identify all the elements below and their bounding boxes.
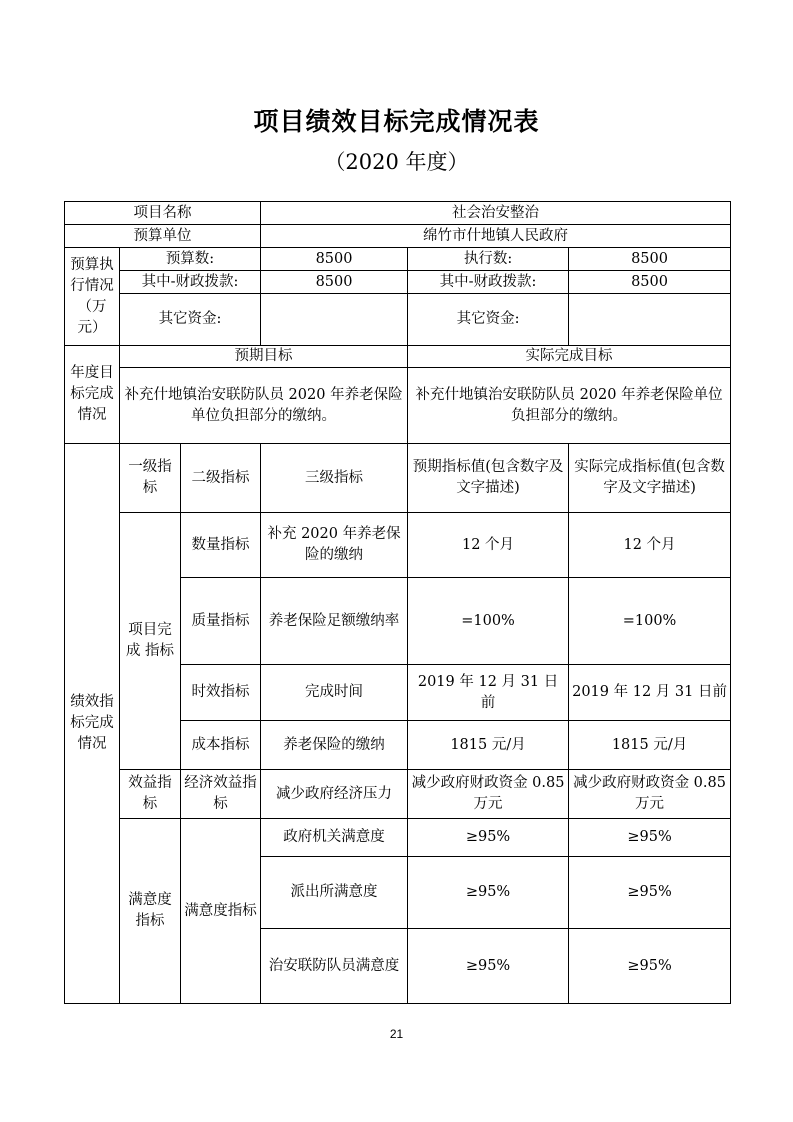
col-level2-header: 二级指标 <box>181 444 261 513</box>
actual-value-cell: ≥95% <box>569 929 731 1004</box>
annual-target-label: 年度目标完成情况 <box>65 346 120 444</box>
perf-label: 绩效指标完成情况 <box>65 444 120 1004</box>
level2-cell: 时效指标 <box>181 665 261 721</box>
benefit-level2: 经济效益指标 <box>181 770 261 819</box>
benefit-expected: 减少政府财政资金 0.85 万元 <box>408 770 569 819</box>
other-funds-label-2: 其它资金: <box>408 294 569 346</box>
actual-value-cell: ≥95% <box>569 857 731 929</box>
expected-value-cell: ≥95% <box>408 857 569 929</box>
budget-amount-value: 8500 <box>261 248 408 271</box>
indicator-header-row <box>65 444 731 513</box>
annual-target-header-row <box>65 346 731 368</box>
col-level1-header: 一级指标 <box>120 444 181 513</box>
actual-target-header: 实际完成目标 <box>408 346 731 368</box>
budget-unit-label: 预算单位 <box>65 225 261 248</box>
expected-value-cell: 12 个月 <box>408 513 569 578</box>
exec-amount-label: 执行数: <box>408 248 569 271</box>
other-funds-label-1: 其它资金: <box>120 294 261 346</box>
project-name-label: 项目名称 <box>65 202 261 225</box>
actual-value-cell: 1815 元/月 <box>569 721 731 770</box>
col-expected-value-header: 预期指标值(包含数字及文字描述) <box>408 444 569 513</box>
benefit-level1: 效益指标 <box>120 770 181 819</box>
other-funds-row <box>65 294 731 346</box>
other-funds-value-1 <box>261 294 408 346</box>
budget-exec-label: 预算执行情况（万元） <box>65 248 120 346</box>
fiscal-value-1: 8500 <box>261 271 408 294</box>
project-name-value: 社会治安整治 <box>261 202 731 225</box>
level3-cell: 治安联防队员满意度 <box>261 929 408 1004</box>
satisfaction-level2: 满意度指标 <box>181 819 261 1004</box>
level3-cell: 补充 2020 年养老保险的缴纳 <box>261 513 408 578</box>
annual-target-text-row <box>65 368 731 444</box>
page-number: 21 <box>389 1027 404 1041</box>
level3-cell: 政府机关满意度 <box>261 819 408 857</box>
expected-value-cell: ≥95% <box>408 929 569 1004</box>
budget-amount-row <box>65 248 731 271</box>
level2-cell: 质量指标 <box>181 578 261 665</box>
level2-cell: 数量指标 <box>181 513 261 578</box>
project-name-row <box>65 202 731 225</box>
level3-cell: 养老保险足额缴纳率 <box>261 578 408 665</box>
col-level3-header: 三级指标 <box>261 444 408 513</box>
expected-value-cell: 1815 元/月 <box>408 721 569 770</box>
expected-target-text: 补充什地镇治安联防队员 2020 年养老保险单位负担部分的缴纳。 <box>120 368 408 444</box>
expected-value-cell: =100% <box>408 578 569 665</box>
fiscal-value-2: 8500 <box>569 271 731 294</box>
level3-cell: 完成时间 <box>261 665 408 721</box>
exec-amount-value: 8500 <box>569 248 731 271</box>
satisfaction-level1: 满意度指标 <box>120 819 181 1004</box>
actual-value-cell: =100% <box>569 578 731 665</box>
fiscal-label-1: 其中-财政拨款: <box>120 271 261 294</box>
output-group-label: 项目完成 指标 <box>120 513 181 770</box>
page-title: 项目绩效目标完成情况表 <box>253 107 540 136</box>
fiscal-label-2: 其中-财政拨款: <box>408 271 569 294</box>
page-subtitle: （2020 年度） <box>324 150 469 174</box>
benefit-level3: 减少政府经济压力 <box>261 770 408 819</box>
benefit-actual: 减少政府财政资金 0.85 万元 <box>569 770 731 819</box>
actual-value-cell: ≥95% <box>569 819 731 857</box>
performance-table <box>64 201 731 1004</box>
budget-amount-label: 预算数: <box>120 248 261 271</box>
table-row <box>65 513 731 578</box>
budget-unit-value: 绵竹市什地镇人民政府 <box>261 225 731 248</box>
satisfaction-row <box>65 819 731 857</box>
actual-target-text: 补充什地镇治安联防队员 2020 年养老保险单位负担部分的缴纳。 <box>408 368 731 444</box>
budget-unit-row <box>65 225 731 248</box>
fiscal-row <box>65 271 731 294</box>
actual-value-cell: 2019 年 12 月 31 日前 <box>569 665 731 721</box>
col-actual-value-header: 实际完成指标值(包含数字及文字描述) <box>569 444 731 513</box>
expected-value-cell: ≥95% <box>408 819 569 857</box>
level3-cell: 养老保险的缴纳 <box>261 721 408 770</box>
actual-value-cell: 12 个月 <box>569 513 731 578</box>
level2-cell: 成本指标 <box>181 721 261 770</box>
expected-target-header: 预期目标 <box>120 346 408 368</box>
other-funds-value-2 <box>569 294 731 346</box>
expected-value-cell: 2019 年 12 月 31 日前 <box>408 665 569 721</box>
level3-cell: 派出所满意度 <box>261 857 408 929</box>
benefit-row <box>65 770 731 819</box>
